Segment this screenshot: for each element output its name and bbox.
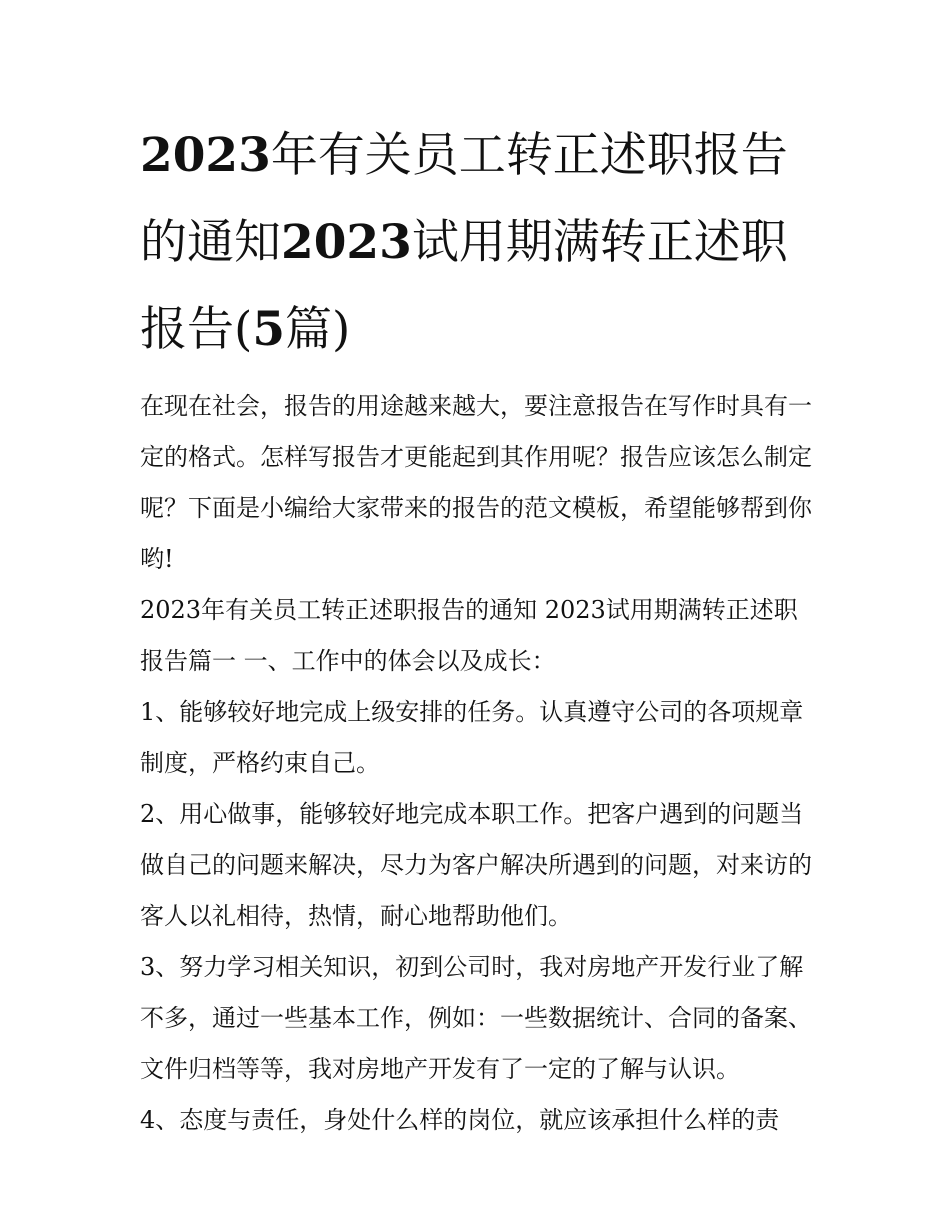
intro-paragraph: 在现在社会，报告的用途越来越大，要注意报告在写作时具有一定的格式。怎样写报告才更能起到其作用呢？报告应该怎么制定呢？下面是小编给大家带来的报告的范文模板，希望能够帮到你哟!: [140, 392, 812, 573]
title-count: 5: [252, 302, 286, 357]
section-heading-paragraph: 2023年有关员工转正述职报告的通知 2023试用期满转正述职报告篇一 一、工作中的体会以及成长：: [140, 596, 798, 675]
title-year-2: 2023: [281, 215, 412, 270]
list-item-3: 3、努力学习相关知识，初到公司时，我对房地产开发行业了解不多，通过一些基本工作，例如：一些数据统计、合同的备案、文件归档等等，我对房地产开发有了一定的了解与认识。: [140, 953, 812, 1083]
list-item-2: 2、用心做事，能够较好地完成本职工作。把客户遇到的问题当做自己的问题来解决，尽力为客户解决所遇到的问题，对来访的客人以礼相待，热情，耐心地帮助他们。: [140, 800, 812, 930]
list-item-1: 1、能够较好地完成上级安排的任务。认真遵守公司的各项规章制度，严格约束自己。: [140, 698, 804, 777]
title-text-3: 篇): [285, 302, 351, 357]
list-item-4: 4、态度与责任，身处什么样的岗位，就应该承担什么样的责: [140, 1106, 780, 1134]
title-text-2: 试用期满转正述职报告(: [140, 215, 788, 357]
title-text-1: 年有关员工转正述职报告的通知: [140, 128, 788, 270]
title-year-1: 2023: [140, 128, 271, 183]
document-page: [140, 112, 820, 1146]
document-title: [140, 112, 820, 373]
